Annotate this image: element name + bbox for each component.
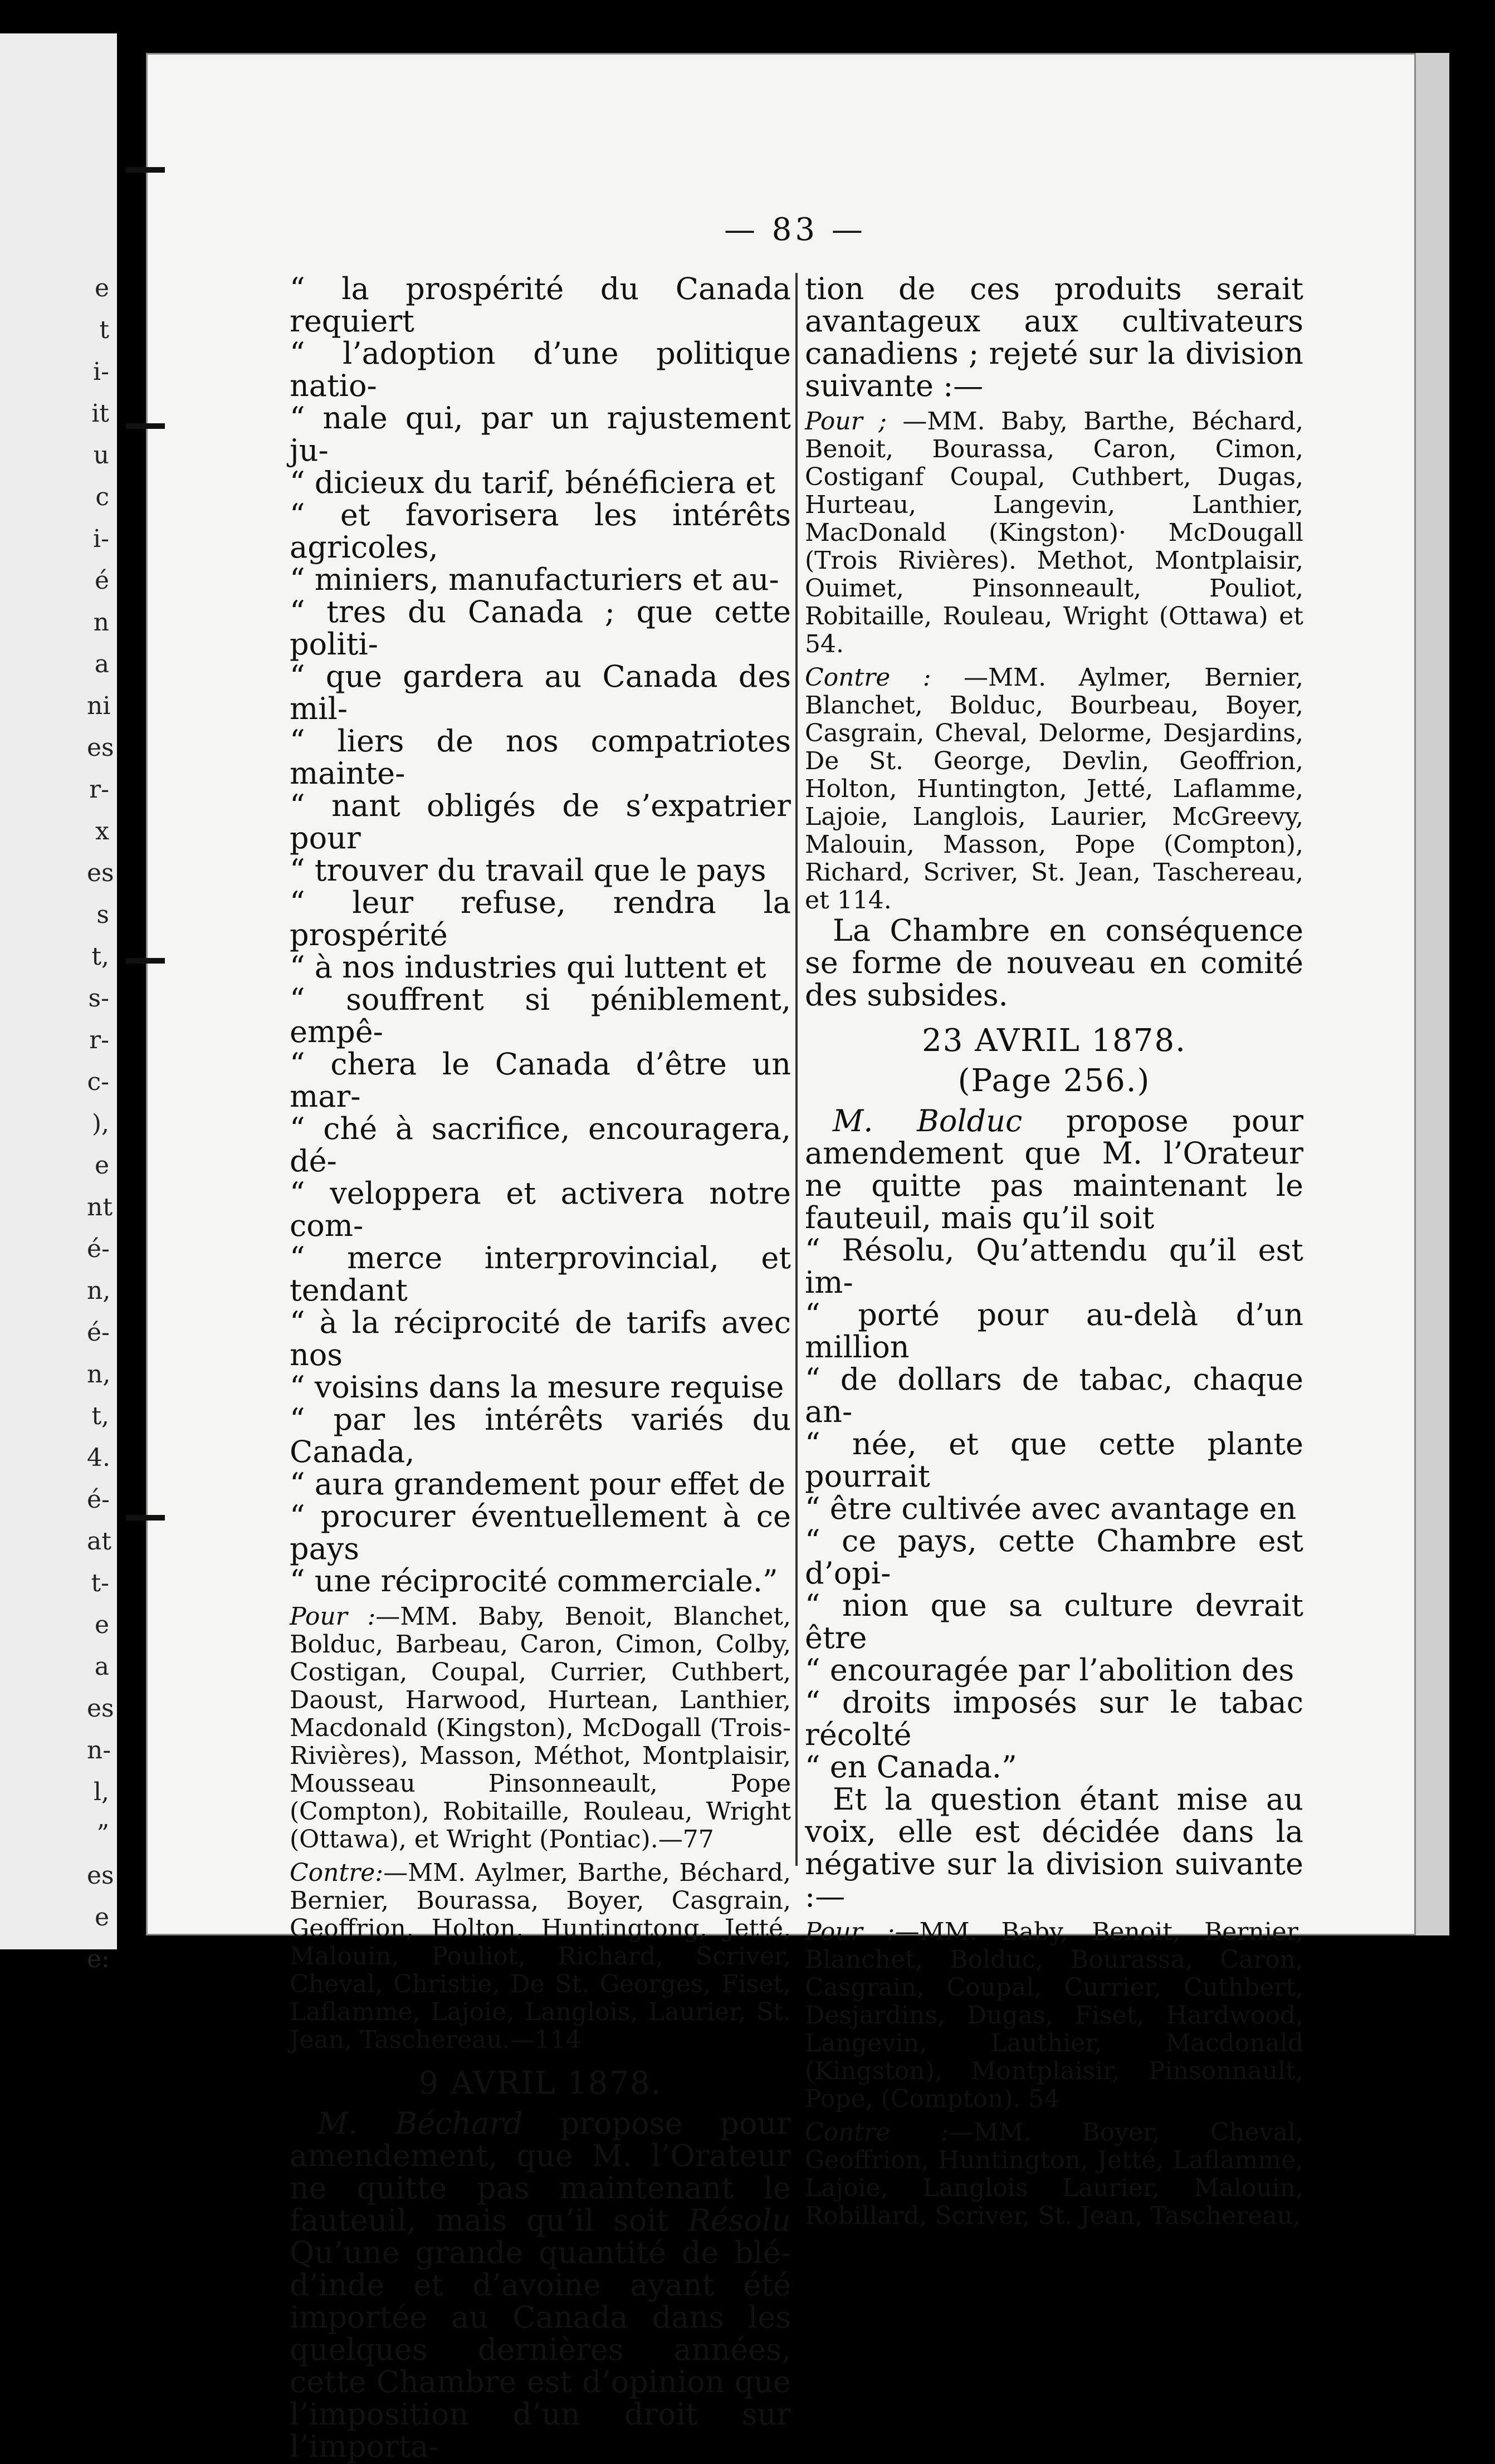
edge-letter: i- <box>93 358 109 386</box>
edge-letter: t <box>99 316 109 344</box>
quote-block <box>290 273 791 1597</box>
edge-letter: s <box>96 901 109 929</box>
edge-letter: e <box>94 1151 109 1180</box>
motion-text: propose pour amendement, que M. l’Orateur ne quitte pas maintenant le fauteuil, mais qu’il soit <box>290 2106 792 2238</box>
stitch-mark <box>126 167 165 173</box>
vote-contre <box>805 2119 1303 2230</box>
question-paragraph: Et la question étant mise au voix, elle est décidée dans la négative sur la division suivante :— <box>805 1782 1303 1914</box>
quote-line: “ une réciprocité commerciale.” <box>290 1563 778 1598</box>
edge-letter: é- <box>87 1235 110 1263</box>
quote-line: “ à la réciprocité de tarifs avec nos <box>290 1305 791 1372</box>
quote-line: “ souffrent si péniblement, empê- <box>290 982 791 1049</box>
member-name: M. Bolduc <box>833 1103 1023 1138</box>
motion-paragraph <box>290 2108 791 2463</box>
column-rule <box>795 273 798 1866</box>
edge-letter: l, <box>93 1778 109 1806</box>
continuation-paragraph: tion de ces produits serait avantageux aux cultivateurs canadiens ; rejeté sur la division suivante :— <box>805 271 1303 403</box>
motion-paragraph <box>805 1105 1303 1234</box>
motion-text: propose pour amendement que M. l’Orateur ne quitte pas maintenant le fauteuil, mais qu’il soit <box>805 1103 1303 1235</box>
page-edge-shadow <box>1416 53 1449 1935</box>
edge-letter: t, <box>91 1402 109 1430</box>
edge-letter: a <box>94 1653 109 1681</box>
date-heading: 9 AVRIL 1878. <box>418 2065 662 2101</box>
edge-letter: n, <box>87 1360 111 1389</box>
vote-pour-names: —MM. Baby, Benoit, Blanchet, Bolduc, Barbeau, Caron, Cimon, Colby, Costigan, Coupal, Currier, Cuthbert, Daoust, Harwood, Hurtean, Lanthier, Macdonald (Kingston), McDogall (Trois-Rivières), Masson, Méthot, Montplaisir, Mousseau Pinsonneault, Pope (Compton), Robitaille, Rouleau, Wright (Ottawa), et Wright (Pontiac).—77 <box>290 1602 792 1854</box>
vote-pour-label: Pour ; <box>805 407 887 436</box>
quote-block <box>805 1234 1303 1783</box>
edge-letter: es <box>87 1861 114 1890</box>
motion-text-continued: Qu’une grande quantité de blé-d’inde et d’avoine ayant été importée au Canada dans les quelques dernières années, cette Chambre est d’opinion que l’imposition d’un droit sur l’importa- <box>290 2235 791 2464</box>
vote-contre-label: Contre : <box>805 2118 949 2147</box>
quote-line: “ la prospérité du Canada requiert <box>290 271 791 339</box>
quote-line: “ de dollars de tabac, chaque an- <box>805 1362 1303 1429</box>
edge-letter: t- <box>91 1569 109 1597</box>
quote-line: “ nant obligés de s’expatrier pour <box>290 788 791 855</box>
quote-line: “ veloppera et activera notre com- <box>290 1176 791 1243</box>
quote-line: “ leur refuse, rendra la prospérité <box>290 885 791 952</box>
quote-line: “ chera le Canada d’être un mar- <box>290 1047 791 1114</box>
vote-contre <box>290 1859 791 2054</box>
edge-letter: e <box>94 274 109 302</box>
vote-pour-label: Pour : <box>290 1602 376 1631</box>
quote-line: “ ché à sacrifice, encouragera, dé- <box>290 1111 791 1179</box>
edge-letter: n- <box>87 1736 111 1764</box>
quote-line: “ dicieux du tarif, bénéficiera et <box>290 465 775 500</box>
page-reference: (Page 256.) <box>957 1063 1151 1099</box>
vote-contre-label: Contre: <box>290 1859 384 1887</box>
quote-line: “ miniers, manufacturiers et au- <box>290 562 779 597</box>
edge-letter: u <box>93 441 109 470</box>
quote-line: “ tres du Canada ; que cette politi- <box>290 594 791 662</box>
stitch-mark <box>126 958 165 964</box>
vote-contre-label: Contre : <box>805 663 931 692</box>
quote-line: “ liers de nos compatriotes mainte- <box>290 723 791 791</box>
edge-letter: é- <box>87 1318 110 1347</box>
edge-letter: nt <box>87 1193 113 1221</box>
previous-page-edge <box>0 33 117 1973</box>
vote-contre <box>805 664 1303 915</box>
vote-pour-names: —MM. Baby, Benoit, Bernier, Blanchet, Bolduc, Bourassa, Caron, Casgrain, Coupal, Currier, Cuthbert, Desjardins, Dugas, Fiset, Hardwood, Langevin, Lauthier, Macdonald (Kingston), Montplaisir, Pinsonnault, Pope, (Compton). 54 <box>805 1918 1304 2113</box>
edge-letter: ” <box>96 1820 109 1848</box>
vote-contre-names: —MM. Boyer, Cheval, Geoffrion, Huntington, Jetté, Laflamme, Lajoie, Langlois Laurier, Malouin, Robillard, Scriver, St. Jean, Taschereau, <box>805 2118 1303 2230</box>
quote-line: “ procurer éventuellement à ce pays <box>290 1499 791 1566</box>
stitch-mark <box>126 423 165 429</box>
quote-line: “ merce interprovincial, et tendant <box>290 1240 791 1308</box>
quote-line: “ Résolu, Qu’attendu qu’il est im- <box>805 1233 1303 1300</box>
vote-pour-label: Pour : <box>805 1918 895 1946</box>
edge-letter: es <box>87 859 114 887</box>
edge-letter: x <box>95 817 109 845</box>
vote-pour <box>805 1918 1303 2113</box>
edge-letter: at <box>87 1527 111 1556</box>
edge-letter: ni <box>87 692 111 720</box>
quote-line: “ être cultivée avec avantage en <box>805 1491 1297 1526</box>
quote-line: “ nion que sa culture devrait être <box>805 1588 1303 1655</box>
edge-letter: es <box>87 734 114 762</box>
quote-line: “ trouver du travail que le pays <box>290 853 766 888</box>
vote-contre-names: —MM. Aylmer, Bernier, Blanchet, Bolduc, Bourbeau, Boyer, Casgrain, Cheval, Delorme, Desjardins, De St. George, Devlin, Geoffrion, Holton, Huntington, Jetté, Laflamme, Lajoie, Langlois, Laurier, McGreevy, Malouin, Masson, Pope (Compton), Richard, Scriver, St. Jean, Taschereau, et 114. <box>805 663 1303 915</box>
vote-pour <box>805 408 1303 658</box>
edge-letter: e <box>94 1903 109 1932</box>
quote-line: “ et favorisera les intérêts agricoles, <box>290 497 791 565</box>
vote-contre-names: —MM. Aylmer, Barthe, Béchard, Bernier, Bourassa, Boyer, Casgrain, Geoffrion, Holton, Huntingtong, Jetté, Malouin, Pouliot, Richard, Scriver, Cheval, Christie, De St. Georges, Fiset, Laflamme, Lajoie, Langlois, Laurier, St. Jean, Taschereau.—114 <box>290 1859 791 2054</box>
quote-line: “ l’adoption d’une politique natio- <box>290 336 791 403</box>
left-column <box>290 273 791 2463</box>
edge-letter: é <box>94 566 109 595</box>
edge-letter: a <box>94 650 109 678</box>
quote-line: “ porté pour au-delà d’un million <box>805 1297 1303 1365</box>
stitch-mark <box>126 1515 165 1521</box>
edge-letter: n <box>93 608 109 637</box>
edge-letter: c- <box>87 1068 109 1096</box>
quote-line: “ aura grandement pour effet de <box>290 1466 786 1502</box>
edge-letter: c <box>95 483 109 511</box>
previous-page-letters <box>87 267 114 1980</box>
edge-letter: 4. <box>87 1444 110 1472</box>
edge-letter: é- <box>87 1485 110 1514</box>
right-column <box>805 273 1303 2230</box>
edge-letter: e <box>94 1611 109 1639</box>
quote-line: “ nale qui, par un rajustement ju- <box>290 400 791 468</box>
quote-line: “ encouragée par l’abolition des <box>805 1653 1294 1688</box>
quote-line: “ droits imposés sur le tabac récolté <box>805 1685 1303 1752</box>
edge-letter: t, <box>91 942 109 971</box>
quote-line: “ en Canada.” <box>805 1749 1017 1785</box>
quote-line: “ ce pays, cette Chambre est d’opi- <box>805 1523 1303 1591</box>
vote-pour-names: —MM. Baby, Barthe, Béchard, Benoit, Bourassa, Caron, Cimon, Costiganf Coupal, Cuthbert, Dugas, Hurteau, Langevin, Lanthier, MacDonald (Kingston)· McDougall (Trois Rivières). Methot, Montplaisir, Ouimet, Pinsonneault, Pouliot, Robitaille, Rouleau, Wright (Ottawa) et 54. <box>805 407 1304 658</box>
edge-letter: ), <box>91 1109 109 1138</box>
quote-line: “ que gardera au Canada des mil- <box>290 659 791 726</box>
edge-letter: i- <box>93 525 109 553</box>
quote-line: “ née, et que cette plante pourrait <box>805 1426 1303 1494</box>
member-name: M. Béchard <box>317 2106 523 2141</box>
quote-line: “ par les intérêts variés du Canada, <box>290 1402 791 1469</box>
edge-letter: e: <box>87 1945 110 1973</box>
edge-letter: r- <box>89 1026 109 1054</box>
vote-pour <box>290 1603 791 1854</box>
edge-letter: es <box>87 1694 114 1723</box>
page-number: — 83 — <box>724 212 866 248</box>
edge-letter: s- <box>88 984 109 1013</box>
quote-line: “ à nos industries qui luttent et <box>290 950 766 985</box>
quote-line: “ voisins dans la mesure requise <box>290 1370 784 1405</box>
date-heading: 23 AVRIL 1878. <box>922 1023 1186 1059</box>
edge-letter: n, <box>87 1277 111 1305</box>
edge-letter: it <box>91 399 109 428</box>
edge-letter: r- <box>89 775 109 804</box>
resolu-word: Résolu <box>688 2203 791 2238</box>
binding-stitch-marks <box>126 0 170 1969</box>
chambre-paragraph: La Chambre en conséquence se forme de nouveau en comité des subsides. <box>805 913 1303 1013</box>
